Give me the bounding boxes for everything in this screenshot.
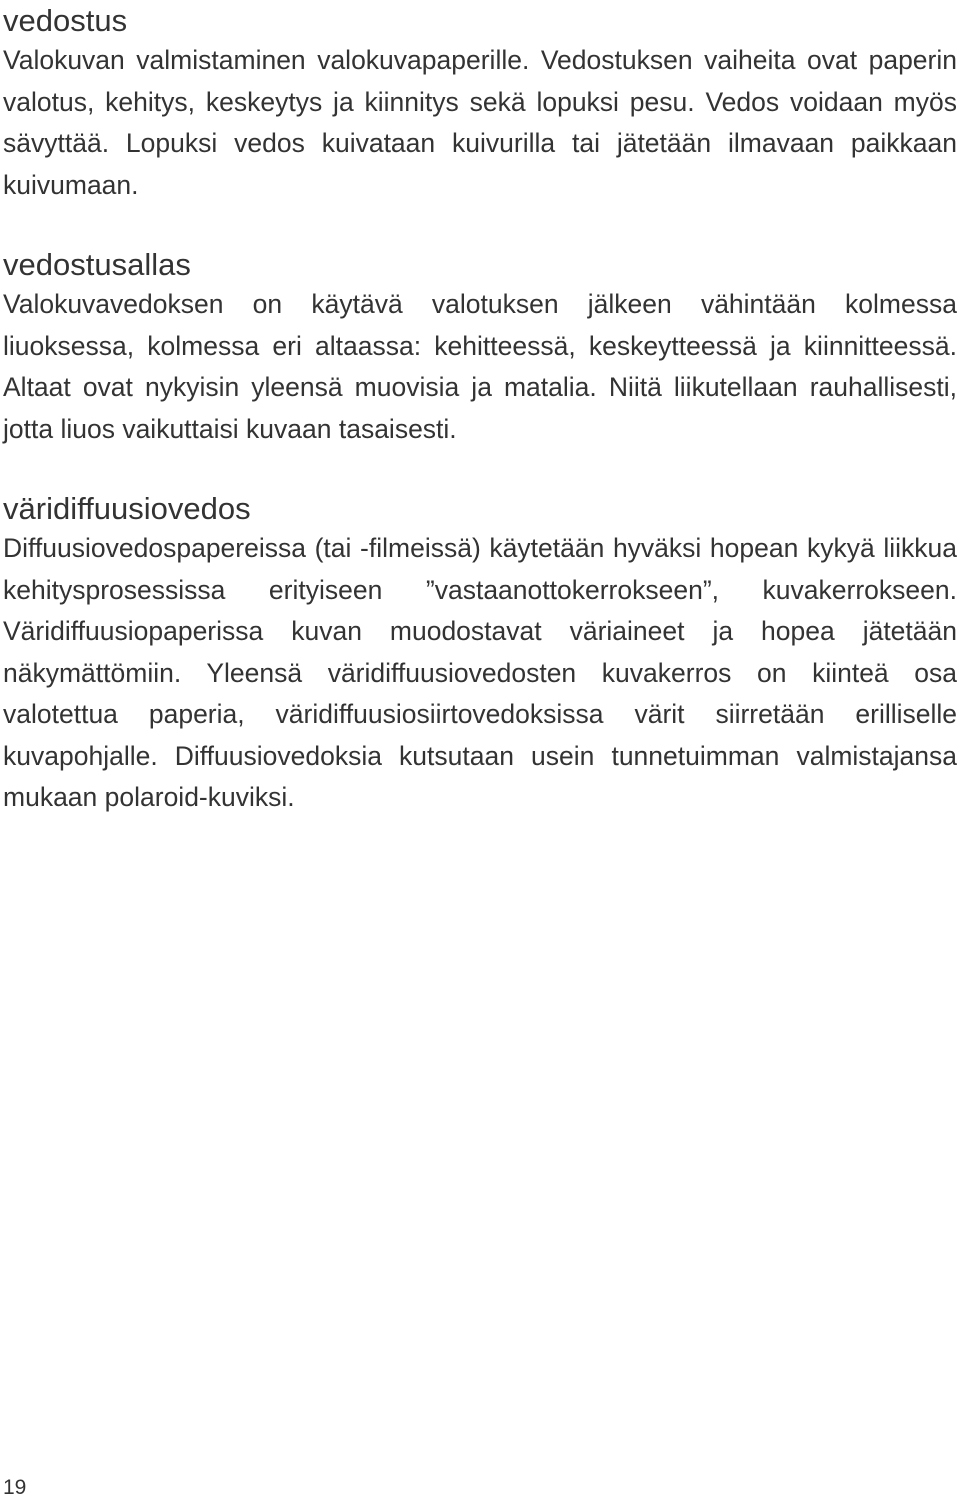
entry-term: vedostus bbox=[3, 3, 128, 38]
entry-term: vedostusallas bbox=[3, 247, 191, 282]
glossary-entry-vedostus bbox=[3, 0, 957, 206]
entry-definition: Diffuusiovedospapereissa (tai -filmeissä) käytetään hyväksi hopean kykyä liikkua kehitysprosessissa erityiseen ”vastaanottokerrokseen”, kuvakerrokseen. Väridiffuusiopaperissa kuvan muodostavat väriaineet ja hopea jätetään näkymättömiin. Yleensä väridiffuusiovedosten kuvakerros on kiinteä osa valotettua paperia, väridiffuusiosiirtovedoksissa värit siirretään erilliselle kuvapohjalle. Diffuusiovedoksia kutsutaan usein tunnetuimman valmistajansa mukaan polaroid-kuviksi. bbox=[3, 533, 957, 812]
entry-definition: Valokuvavedoksen on käytävä valotuksen jälkeen vähintään kolmessa liuoksessa, kolmessa eri altaassa: kehitteessä, keskeytteessä ja kiinnitteessä. Altaat ovat nykyisin yleensä muovisia ja matalia. Niitä liikutellaan rauhallisesti, jotta liuos vaikuttaisi kuvaan tasaisesti. bbox=[3, 289, 957, 444]
entry-term: väridiffuusiovedos bbox=[3, 491, 251, 526]
glossary-entry-vedostusallas bbox=[3, 244, 957, 450]
glossary-entry-varidiffuusiovedos bbox=[3, 488, 957, 819]
entry-definition: Valokuvan valmistaminen valokuvapaperille. Vedostuksen vaiheita ovat paperin valotus, kehitys, keskeytys ja kiinnitys sekä lopuksi pesu. Vedos voidaan myös sävyttää. Lopuksi vedos kuivataan kuivurilla tai jätetään ilmavaan paikkaan kuivumaan. bbox=[3, 45, 957, 200]
page-number: 19 bbox=[3, 1476, 27, 1499]
glossary-page bbox=[3, 0, 957, 819]
